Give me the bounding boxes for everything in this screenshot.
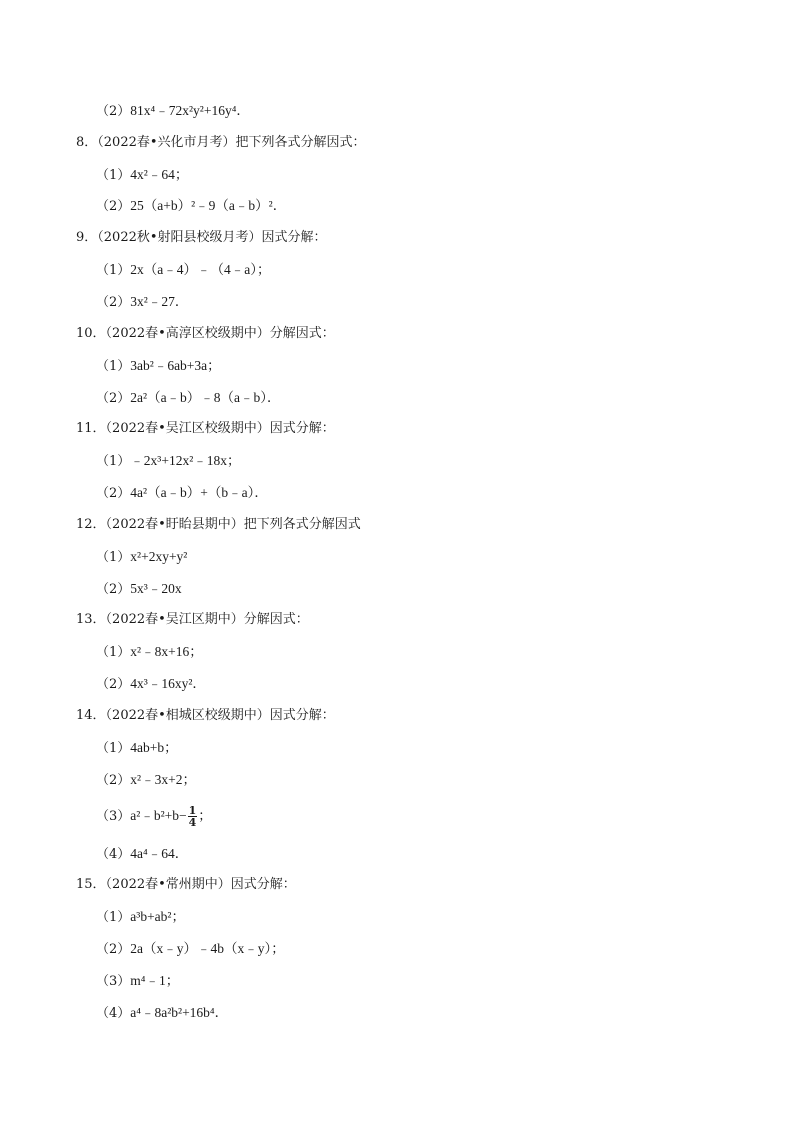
sub-question-number: （4）: [96, 1006, 131, 1021]
math-expression: 2a²（a﹣b）﹣8（a﹣b）．: [130, 390, 281, 405]
sub-question-line: [96, 771, 196, 790]
math-expression: 4a²（a﹣b）+（b﹣a）．: [130, 485, 268, 500]
sub-question-line: [96, 643, 203, 662]
sub-question-line: [96, 197, 286, 216]
question-heading: 10．（2022春•高淳区校级期中）分解因式：: [76, 326, 335, 341]
fraction-denominator: 4: [188, 816, 197, 829]
math-expression: 4x³﹣16xy²．: [130, 676, 206, 691]
sub-question-number: （1）: [96, 550, 131, 565]
sub-question-number: （2）: [96, 295, 131, 310]
sub-question-number: （2）: [96, 199, 131, 214]
question-heading: 8．（2022春•兴化市月考）把下列各式分解因式：: [76, 135, 366, 150]
sub-question-number: （2）: [96, 486, 131, 501]
sub-question-number: （1）: [96, 454, 131, 469]
sub-question-number: （2）: [96, 582, 131, 597]
sub-question-line: [96, 972, 179, 991]
fraction: [188, 805, 198, 828]
sub-question-number: （1）: [96, 910, 131, 925]
question-heading: 14．（2022春•相城区校级期中）因式分解：: [76, 708, 335, 723]
math-expression: 2x（a﹣4）﹣（4﹣a）；: [130, 262, 271, 277]
sub-question-number: （1）: [96, 645, 131, 660]
sub-question-line: [96, 940, 285, 959]
math-expression: 2a（x﹣y）﹣4b（x﹣y）；: [130, 941, 285, 956]
sub-question-number: （2）: [96, 677, 131, 692]
math-expression: m⁴﹣1；: [130, 973, 180, 988]
sub-question-line: [96, 261, 271, 280]
question-heading: 11．（2022春•吴江区校级期中）因式分解：: [76, 421, 335, 436]
sub-question-number: （3）: [96, 809, 131, 824]
sub-question-number: （2）: [96, 104, 131, 119]
sub-question-line: [96, 293, 188, 312]
sub-question-number: （1）: [96, 168, 131, 183]
sub-question-number: （4）: [96, 847, 131, 862]
sub-question-line: [96, 548, 187, 567]
question-heading: 12．（2022春•盱眙县期中）把下列各式分解因式: [76, 517, 361, 532]
sub-question-line: [96, 484, 268, 503]
sub-question-line: [96, 389, 281, 408]
sub-question-line: [96, 845, 188, 864]
sub-question-line: [96, 357, 221, 376]
sub-question-number: （1）: [96, 359, 131, 374]
sub-question-number: （2）: [96, 391, 131, 406]
sub-question-line: [96, 803, 212, 830]
sub-question-line: [96, 908, 185, 927]
sub-question-number: （1）: [96, 263, 131, 278]
math-expression: ﹣2x³+12x²﹣18x；: [130, 453, 241, 468]
question-heading: 15．（2022春•常州期中）因式分解：: [76, 877, 296, 892]
sub-question-number: （3）: [96, 974, 131, 989]
math-expression: 4x²﹣64；: [130, 167, 189, 182]
math-punctuation: ；: [198, 808, 212, 823]
sub-question-line: [96, 580, 182, 599]
math-expression: x²﹣8x+16；: [130, 644, 203, 659]
sub-question-number: （1）: [96, 741, 131, 756]
math-expression: 3ab²﹣6ab+3a；: [130, 358, 221, 373]
fraction-numerator: 1: [188, 804, 197, 817]
math-expression: a⁴﹣8a²b²+16b⁴．: [130, 1005, 229, 1020]
sub-question-line: [96, 166, 188, 185]
math-expression: 81x⁴﹣72x²y²+16y⁴．: [130, 103, 250, 118]
sub-question-number: （2）: [96, 942, 131, 957]
sub-question-line: [96, 452, 241, 471]
math-expression: 3x²﹣27．: [130, 294, 189, 309]
math-expression: a²﹣b²+b−: [130, 808, 187, 823]
math-expression: x²+2xy+y²: [130, 549, 188, 564]
math-expression: 25（a+b）²﹣9（a﹣b）²．: [130, 198, 287, 213]
math-expression: 5x³﹣20x: [130, 581, 182, 596]
math-expression: 4a⁴﹣64．: [130, 846, 189, 861]
math-expression: x²﹣3x+2；: [130, 772, 196, 787]
sub-question-line: [96, 102, 250, 121]
math-expression: 4ab+b；: [130, 740, 178, 755]
sub-question-number: （2）: [96, 773, 131, 788]
sub-question-line: [96, 675, 206, 694]
math-expression: a³b+ab²；: [130, 909, 185, 924]
sub-question-line: [96, 1004, 228, 1023]
question-heading: 13．（2022春•吴江区期中）分解因式：: [76, 612, 309, 627]
question-heading: 9．（2022秋•射阳县校级月考）因式分解：: [76, 230, 327, 245]
sub-question-line: [96, 739, 178, 758]
